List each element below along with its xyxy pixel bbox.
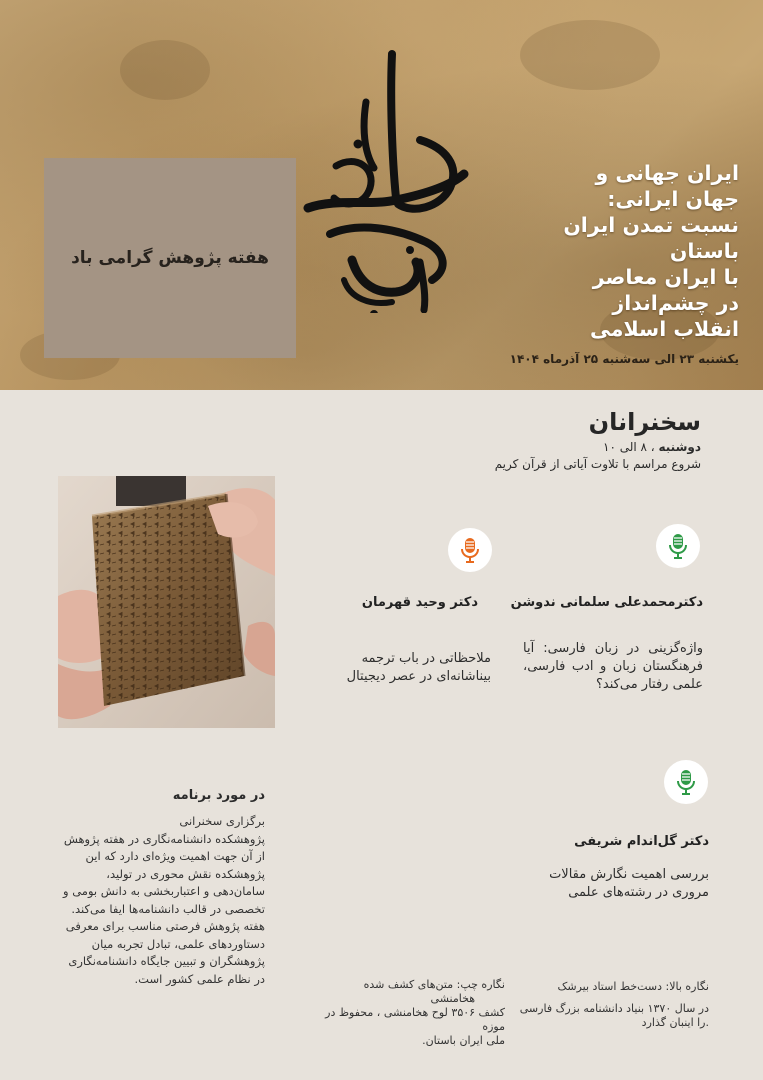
- about-line: دستاوردهای علمی، تبادل تجربه میان: [91, 936, 265, 951]
- speaker-3-mic: [664, 760, 708, 804]
- about-line: در نظام علمی کشور است.: [134, 971, 265, 986]
- about-line: پژوهشکده نقش محوری در تولید،: [106, 866, 265, 881]
- speaker-2-mic: [448, 528, 492, 572]
- event-title: [489, 160, 739, 342]
- caption-right: [509, 980, 709, 1030]
- calligraphy-logo: [300, 48, 470, 313]
- about-line: هفته پژوهش فرصتی مناسب برای معرفی: [65, 919, 265, 933]
- speaker-2-topic: ملاحظاتی در باب ترجمه بیناشانه‌ای در عصر دیجیتال: [346, 651, 491, 684]
- about-body: [60, 813, 265, 988]
- about-line: از آن جهت اهمیت ویژه‌ای دارد که این: [85, 849, 265, 863]
- caption-line: کشف ۳۵۰۶ لوح هخامنشی ، محفوظ در موزه: [325, 1006, 505, 1033]
- speaker-1-mic: [656, 524, 700, 568]
- event-title-line: جهان ایرانی:: [607, 187, 739, 211]
- program-day: دوشنبه: [658, 440, 701, 454]
- event-date: یکشنبه ۲۳ الی سه‌شنبه ۲۵ آذرماه ۱۴۰۴: [509, 352, 739, 366]
- tablet-image: [58, 476, 275, 728]
- header-banner: [0, 0, 763, 390]
- event-title-line: در چشم‌انداز: [612, 291, 739, 315]
- about-line: پژوهشکده دانشنامه‌نگاری در هفته پژوهش: [63, 831, 265, 846]
- program-heading: سخنرانان: [588, 408, 701, 436]
- speaker-2-name: دکتر وحید قهرمان: [361, 595, 478, 610]
- about-line: سامان‌دهی و اعتباربخشی به دانش بومی و: [62, 884, 265, 898]
- greeting-text: هفته پژوهش گرامی باد: [71, 248, 269, 268]
- speaker-3-topic: بررسی اهمیت نگارش مقالات مروری در رشته‌های علمی: [549, 867, 709, 900]
- about-line: پژوهشگران و تبیین جایگاه دانشنامه‌نگاری: [68, 954, 265, 968]
- event-title-line: نسبت تمدن ایران: [563, 213, 739, 237]
- microphone-icon: [667, 533, 689, 559]
- program-schedule: [341, 440, 701, 454]
- caption-line: در سال ۱۳۷۰ بنیاد دانشنامه بزرگ فارسی: [519, 1002, 709, 1015]
- caption-line: ملی ایران باستان.: [422, 1034, 505, 1047]
- clay-tablet-photo: [58, 476, 275, 728]
- program-time: ، ۸ الی ۱۰: [603, 440, 655, 454]
- event-title-line: باستان: [669, 239, 739, 263]
- speaker-3-name: دکتر گل‌اندام شریفی: [574, 834, 709, 849]
- about-line: تخصصی در قالب دانشنامه‌ها ایفا می‌کند.: [71, 901, 265, 916]
- event-title-line: ایران جهانی و: [595, 161, 739, 185]
- event-title-line: با ایران معاصر: [592, 265, 739, 289]
- caption-line: .را اینبان گذارد: [641, 1016, 709, 1029]
- speaker-1-name: دکترمحمدعلی سلمانی ندوشن: [510, 595, 703, 610]
- program-section: [341, 408, 701, 471]
- caption-left: [305, 978, 505, 1048]
- paper-stain: [120, 40, 210, 100]
- about-section: [60, 788, 265, 988]
- microphone-icon: [675, 769, 697, 795]
- microphone-icon: [459, 537, 481, 563]
- caption-line: نگاره بالا: دست‌خط استاد بیرشک: [557, 980, 709, 993]
- event-title-line: انقلاب اسلامی: [590, 317, 739, 341]
- greeting-box: [44, 158, 296, 358]
- caption-line: هخامنشی: [430, 992, 475, 1005]
- about-heading: در مورد برنامه: [172, 788, 265, 803]
- paper-stain: [520, 20, 660, 90]
- caption-line: نگاره چپ: متن‌های کشف شده: [363, 978, 505, 991]
- speaker-1-topic: واژه‌گزینی در زبان فارسی: آیا فرهنگستان زبان و ادب فارسی، علمی رفتار می‌کند؟: [523, 641, 703, 692]
- program-opening: شروع مراسم با تلاوت آیاتی از قرآن کریم: [494, 457, 701, 471]
- about-line: برگزاری سخنرانی: [179, 814, 265, 828]
